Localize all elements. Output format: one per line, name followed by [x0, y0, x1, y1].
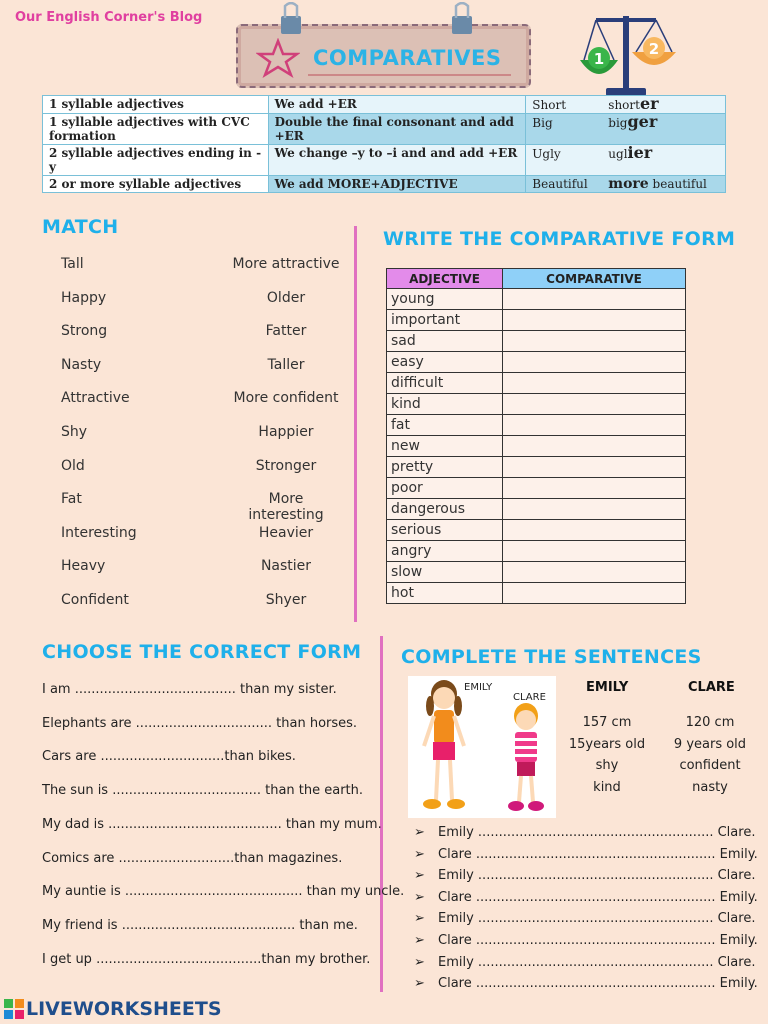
table-row — [387, 457, 686, 478]
match-left-item[interactable]: Old — [61, 457, 85, 474]
adjective-cell: hot — [387, 583, 503, 604]
clare-fact: confident — [679, 758, 741, 773]
table-row — [387, 310, 686, 331]
arrow-bullet-icon: ➢ — [414, 868, 425, 884]
blog-title: Our English Corner's Blog — [15, 10, 203, 25]
adjective-cell: dangerous — [387, 499, 503, 520]
comparative-answer-input[interactable] — [503, 310, 686, 331]
comparative-answer-input[interactable] — [503, 436, 686, 457]
comparative-answer-input[interactable] — [503, 394, 686, 415]
comparative-answer-input[interactable] — [503, 352, 686, 373]
complete-sentence[interactable] — [414, 847, 758, 862]
arrow-bullet-icon: ➢ — [414, 846, 425, 862]
table-row — [387, 583, 686, 604]
adjective-cell: pretty — [387, 457, 503, 478]
match-right-item[interactable]: More confident — [233, 390, 339, 407]
girls-drawing-icon — [408, 676, 556, 818]
complete-sentence-text: Emily ......................................................... Clare. — [438, 954, 756, 970]
match-right-item[interactable]: Happier — [258, 424, 314, 440]
complete-sentence-text: Clare .......................................................... Emily. — [438, 976, 758, 992]
liveworksheets-logo — [4, 998, 222, 1020]
table-header-row — [387, 269, 686, 289]
binder-clip-icon — [449, 2, 475, 36]
comparative-answer-input[interactable] — [503, 457, 686, 478]
choose-sentence[interactable]: Cars are ..............................than bikes. — [42, 749, 296, 765]
complete-sentence-text: Clare .......................................................... Emily. — [438, 889, 758, 905]
balance-scale-icon — [576, 10, 676, 100]
emily-column-header: EMILY — [586, 680, 629, 695]
arrow-bullet-icon: ➢ — [414, 954, 425, 970]
arrow-bullet-icon: ➢ — [414, 976, 425, 992]
match-right-item[interactable]: Shyer — [265, 592, 307, 608]
match-right-item[interactable]: Heavier — [258, 524, 314, 541]
page-title: COMPARATIVES — [313, 46, 502, 70]
comparative-answer-input[interactable] — [503, 373, 686, 394]
rule-text: We add +ER — [268, 96, 526, 114]
comparative-answer-input[interactable] — [503, 541, 686, 562]
rule-example: Short shorter — [526, 96, 726, 114]
match-right-item[interactable]: Fatter — [265, 323, 307, 340]
choose-sentence[interactable]: My auntie is ........................................... than my uncle. — [42, 884, 405, 900]
clare-fact: nasty — [692, 779, 728, 795]
match-right-item[interactable]: More interesting — [248, 491, 324, 524]
arrow-bullet-icon: ➢ — [414, 911, 425, 927]
match-left-item[interactable]: Confident — [61, 592, 129, 608]
clare-fact: 9 years old — [673, 736, 747, 752]
comparative-answer-input[interactable] — [503, 520, 686, 541]
adjective-cell: difficult — [387, 373, 503, 394]
comparative-answer-input[interactable] — [503, 499, 686, 520]
complete-sentence[interactable] — [414, 890, 758, 905]
table-row — [387, 394, 686, 415]
choose-sentence[interactable]: I am ....................................... than my sister. — [42, 682, 337, 697]
adjective-cell: slow — [387, 562, 503, 583]
clare-fact: 120 cm — [685, 715, 735, 730]
scale-right-number: 2 — [648, 40, 660, 58]
clare-label: CLARE — [513, 692, 546, 703]
match-left-item[interactable]: Interesting — [61, 524, 137, 541]
choose-sentence[interactable]: My friend is .......................................... than me. — [42, 917, 358, 933]
kids-illustration — [408, 676, 556, 818]
comparative-answer-input[interactable] — [503, 331, 686, 352]
banner-underline — [308, 74, 511, 76]
complete-sentence[interactable] — [414, 868, 755, 883]
arrow-bullet-icon: ➢ — [414, 933, 425, 948]
scale-left-number: 1 — [593, 50, 605, 68]
adjective-cell: easy — [387, 352, 503, 373]
choose-sentence[interactable]: I get up ........................................than my brother. — [42, 951, 371, 967]
emily-fact: kind — [593, 779, 621, 795]
comparative-table — [386, 268, 686, 604]
table-row — [387, 562, 686, 583]
comparative-answer-input[interactable] — [503, 415, 686, 436]
match-left-item[interactable]: Happy — [61, 289, 107, 306]
complete-sentence[interactable] — [414, 825, 755, 840]
table-row — [387, 352, 686, 373]
choose-sentence[interactable]: Comics are ............................than magazines. — [42, 850, 343, 866]
adjective-cell: fat — [387, 415, 503, 436]
comparative-answer-input[interactable] — [503, 478, 686, 499]
table-row — [387, 415, 686, 436]
rules-table — [42, 95, 726, 193]
arrow-bullet-icon: ➢ — [414, 889, 425, 905]
adjective-cell: serious — [387, 520, 503, 541]
arrow-bullet-icon: ➢ — [414, 825, 425, 840]
complete-title: COMPLETE THE SENTENCES — [401, 646, 702, 668]
emily-fact: 15years old — [568, 736, 646, 752]
rule-type: 1 syllable adjectives — [43, 96, 269, 114]
adjective-header: ADJECTIVE — [387, 269, 503, 289]
match-left-item[interactable]: Strong — [61, 323, 108, 340]
table-row — [387, 499, 686, 520]
write-title: WRITE THE COMPARATIVE FORM — [383, 228, 736, 250]
complete-sentence-text: Emily ......................................................... Clare. — [438, 868, 756, 884]
complete-sentence-text: Emily ......................................................... Clare. — [438, 825, 756, 840]
comparative-answer-input[interactable] — [503, 562, 686, 583]
choose-sentence[interactable]: Elephants are ................................. than horses. — [42, 715, 358, 731]
table-row — [43, 145, 726, 176]
complete-sentence[interactable] — [414, 955, 755, 970]
table-row — [43, 96, 726, 114]
complete-sentence[interactable] — [414, 933, 758, 948]
emily-fact: 157 cm — [582, 715, 632, 730]
complete-sentence[interactable] — [414, 976, 758, 991]
match-left-item[interactable]: Tall — [61, 256, 84, 272]
table-row — [387, 289, 686, 310]
rule-type: 1 syllable adjectives with CVC formation — [43, 114, 269, 145]
star-icon — [256, 38, 300, 78]
choose-sentence[interactable]: My dad is .......................................... than my mum. — [42, 816, 382, 832]
rule-example: Ugly uglier — [526, 145, 726, 176]
comparative-header: COMPARATIVE — [503, 269, 686, 289]
vertical-divider — [380, 636, 383, 992]
match-right-item[interactable]: Stronger — [255, 457, 317, 474]
emily-label: EMILY — [464, 682, 493, 693]
comparative-answer-input[interactable] — [503, 289, 686, 310]
rule-type: 2 syllable adjectives ending in -y — [43, 145, 269, 176]
choose-title: CHOOSE THE CORRECT FORM — [42, 641, 362, 663]
match-right-item[interactable]: Nastier — [260, 558, 312, 575]
match-title: MATCH — [42, 216, 119, 238]
rule-example: Beautiful more beautiful — [526, 176, 726, 193]
adjective-cell: young — [387, 289, 503, 310]
match-right-item[interactable]: More attractive — [232, 256, 340, 272]
match-right-item[interactable]: Taller — [267, 356, 305, 373]
rule-text: Double the final consonant and add +ER — [268, 114, 526, 145]
footer-text: LIVEWORKSHEETS — [26, 998, 222, 1020]
table-row — [387, 478, 686, 499]
adjective-cell: sad — [387, 331, 503, 352]
adjective-cell: poor — [387, 478, 503, 499]
table-row — [387, 373, 686, 394]
complete-sentence[interactable] — [414, 911, 755, 926]
adjective-cell: new — [387, 436, 503, 457]
match-left-item[interactable]: Fat — [61, 491, 82, 508]
rule-text: We add MORE+ADJECTIVE — [268, 176, 526, 193]
match-left-item[interactable]: Shy — [61, 424, 88, 440]
table-row — [387, 331, 686, 352]
adjective-cell: angry — [387, 541, 503, 562]
complete-sentence-text: Emily ......................................................... Clare. — [438, 911, 756, 927]
table-row — [387, 541, 686, 562]
adjective-cell: important — [387, 310, 503, 331]
match-left-item[interactable]: Attractive — [61, 390, 130, 407]
complete-sentence-text: Clare .......................................................... Emily. — [438, 846, 758, 862]
rule-example: Big bigger — [526, 114, 726, 145]
binder-clip-icon — [278, 2, 304, 36]
match-left-item[interactable]: Nasty — [61, 356, 102, 373]
rule-type: 2 or more syllable adjectives — [43, 176, 269, 193]
table-row — [43, 114, 726, 145]
clare-column-header: CLARE — [688, 680, 735, 695]
emily-fact: shy — [595, 758, 619, 773]
rule-text: We change –y to –i and and add +ER — [268, 145, 526, 176]
match-right-item[interactable]: Older — [266, 289, 306, 306]
liveworksheets-icon — [4, 999, 24, 1019]
table-row — [43, 176, 726, 193]
complete-sentence-text: Clare .......................................................... Emily. — [438, 933, 758, 948]
table-row — [387, 436, 686, 457]
match-left-item[interactable]: Heavy — [61, 558, 106, 575]
adjective-cell: kind — [387, 394, 503, 415]
choose-sentence[interactable]: The sun is .................................... than the earth. — [42, 783, 364, 799]
table-row — [387, 520, 686, 541]
comparative-answer-input[interactable] — [503, 583, 686, 604]
vertical-divider — [354, 226, 357, 622]
